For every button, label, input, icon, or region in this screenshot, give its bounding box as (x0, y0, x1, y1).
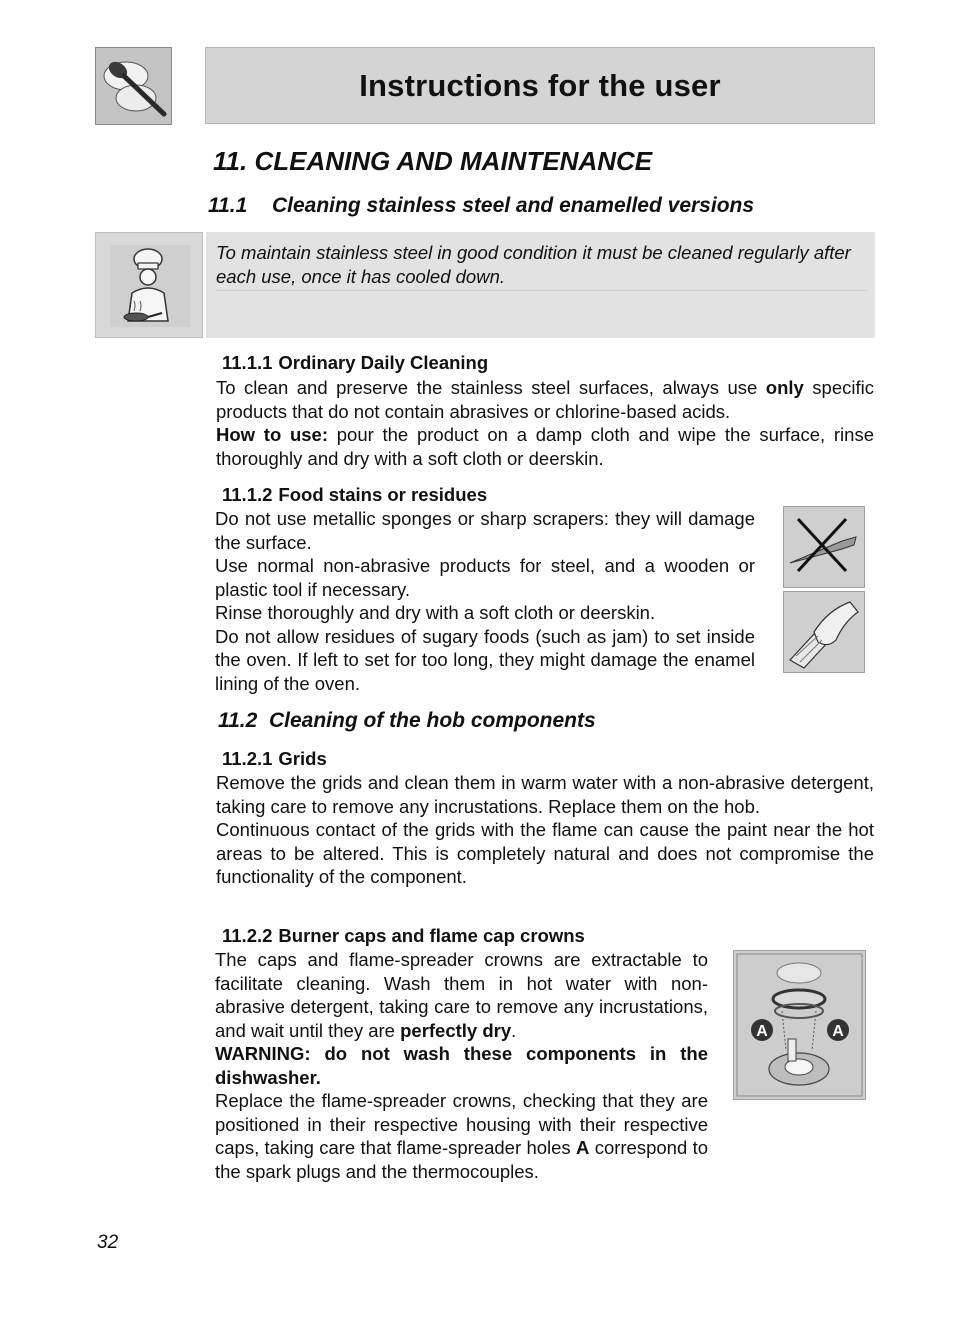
hand-sponge-image (783, 591, 865, 673)
paragraph: Use normal non-abrasive products for steel, and a wooden or plastic tool if necessary. (215, 555, 755, 600)
subsection-number: 11.1 (208, 194, 248, 217)
emphasis: A (576, 1137, 590, 1158)
section-title: 11. CLEANING AND MAINTENANCE (213, 146, 653, 176)
heading-number: 11.1.1 (222, 352, 273, 373)
subsection-11-2-title (218, 709, 596, 733)
heading-label: Grids (278, 748, 327, 769)
text-run: specific products that do not contain abrasives or chlorine-based acids. (216, 377, 874, 422)
paragraph (216, 423, 874, 470)
label-a-left: A (756, 1023, 768, 1040)
paragraph: Do not use metallic sponges or sharp scrapers: they will damage the surface. (215, 508, 755, 553)
heading-number: 11.1.2 (222, 484, 273, 505)
chef-logo (95, 47, 172, 125)
subsection-number: 11.2 (218, 709, 258, 732)
spoon-hat-icon (96, 48, 171, 124)
heading-11-1-1 (222, 352, 488, 374)
paragraph-11-2-1 (216, 771, 874, 889)
paragraph: Continuous contact of the grids with the flame can cause the paint near the hot areas to be altered. This is completely natural and does not compromise the functionality of the component. (216, 819, 874, 887)
note-text: To maintain stainless steel in good condition it must be cleaned regularly after each use, once it has cooled down. (216, 242, 851, 287)
emphasis: only (765, 377, 804, 398)
paragraph (215, 948, 708, 1042)
text-run: To clean and preserve the stainless steel surfaces, always use (216, 377, 766, 398)
subsection-label: Cleaning stainless steel and enamelled versions (272, 194, 755, 217)
text-run: The caps and flame-spreader crowns are extractable to facilitate cleaning. Wash them in hot water with non-abrasive detergent, taking care to remove any incrustations, and wait until they are (215, 949, 708, 1041)
paragraph-11-1-1 (216, 376, 874, 470)
heading-label: Burner caps and flame cap crowns (278, 925, 585, 946)
crossed-knife-icon (784, 507, 864, 587)
text-run: . (511, 1019, 517, 1041)
heading-11-1-2 (222, 484, 487, 506)
page-title: Instructions for the user (359, 67, 721, 103)
subsection-11-1-title (208, 194, 754, 218)
paragraph (216, 376, 874, 423)
heading-number: 11.2.2 (222, 925, 273, 946)
paragraph-11-2-2 (215, 948, 708, 1183)
burner-diagram (733, 950, 866, 1100)
text-run: correspond to the spark plugs and the thermocouples. (215, 1137, 708, 1182)
warning-text (215, 1042, 708, 1089)
heading-11-2-2 (222, 925, 585, 947)
paragraph: Rinse thoroughly and dry with a soft cloth or deerskin. (215, 602, 656, 623)
chef-illustration-box (95, 232, 203, 338)
label-a-right: A (832, 1023, 844, 1040)
text-run: pour the product on a damp cloth and wipe the surface, rinse thoroughly and dry with a soft cloth or deerskin. (216, 424, 874, 469)
emphasis: perfectly dry (400, 1019, 512, 1041)
hand-cleaning-icon (784, 592, 864, 672)
paragraph: Do not allow residues of sugary foods (such as jam) to set inside the oven. If left to set for too long, they might damage the enamel lining of the oven. (215, 625, 755, 694)
burner-cap-crown-icon (734, 951, 865, 1099)
note-divider (216, 290, 868, 291)
page-number: 32 (97, 1232, 119, 1253)
subsection-label: Cleaning of the hob components (269, 709, 596, 732)
paragraph (215, 1089, 708, 1183)
header-bar (205, 47, 875, 124)
chef-cooking-icon (96, 233, 202, 337)
emphasis: How to use: (216, 424, 329, 445)
heading-label: Ordinary Daily Cleaning (278, 352, 489, 373)
heading-number: 11.2.1 (222, 748, 273, 769)
heading-11-2-1 (222, 748, 327, 770)
emphasis: WARNING: do not wash these components in the dishwasher. (215, 1043, 708, 1088)
paragraph: Remove the grids and clean them in warm water with a non-abrasive detergent, taking care to remove any incrustations. Replace them on the hob. (216, 772, 874, 817)
no-scraper-image (783, 506, 865, 588)
heading-label: Food stains or residues (278, 484, 488, 505)
text-run: Replace the flame-spreader crowns, checking that they are positioned in their respective housing with their respective caps, taking care that flame-spreader holes (215, 1090, 708, 1158)
paragraph-11-1-2 (215, 507, 755, 695)
